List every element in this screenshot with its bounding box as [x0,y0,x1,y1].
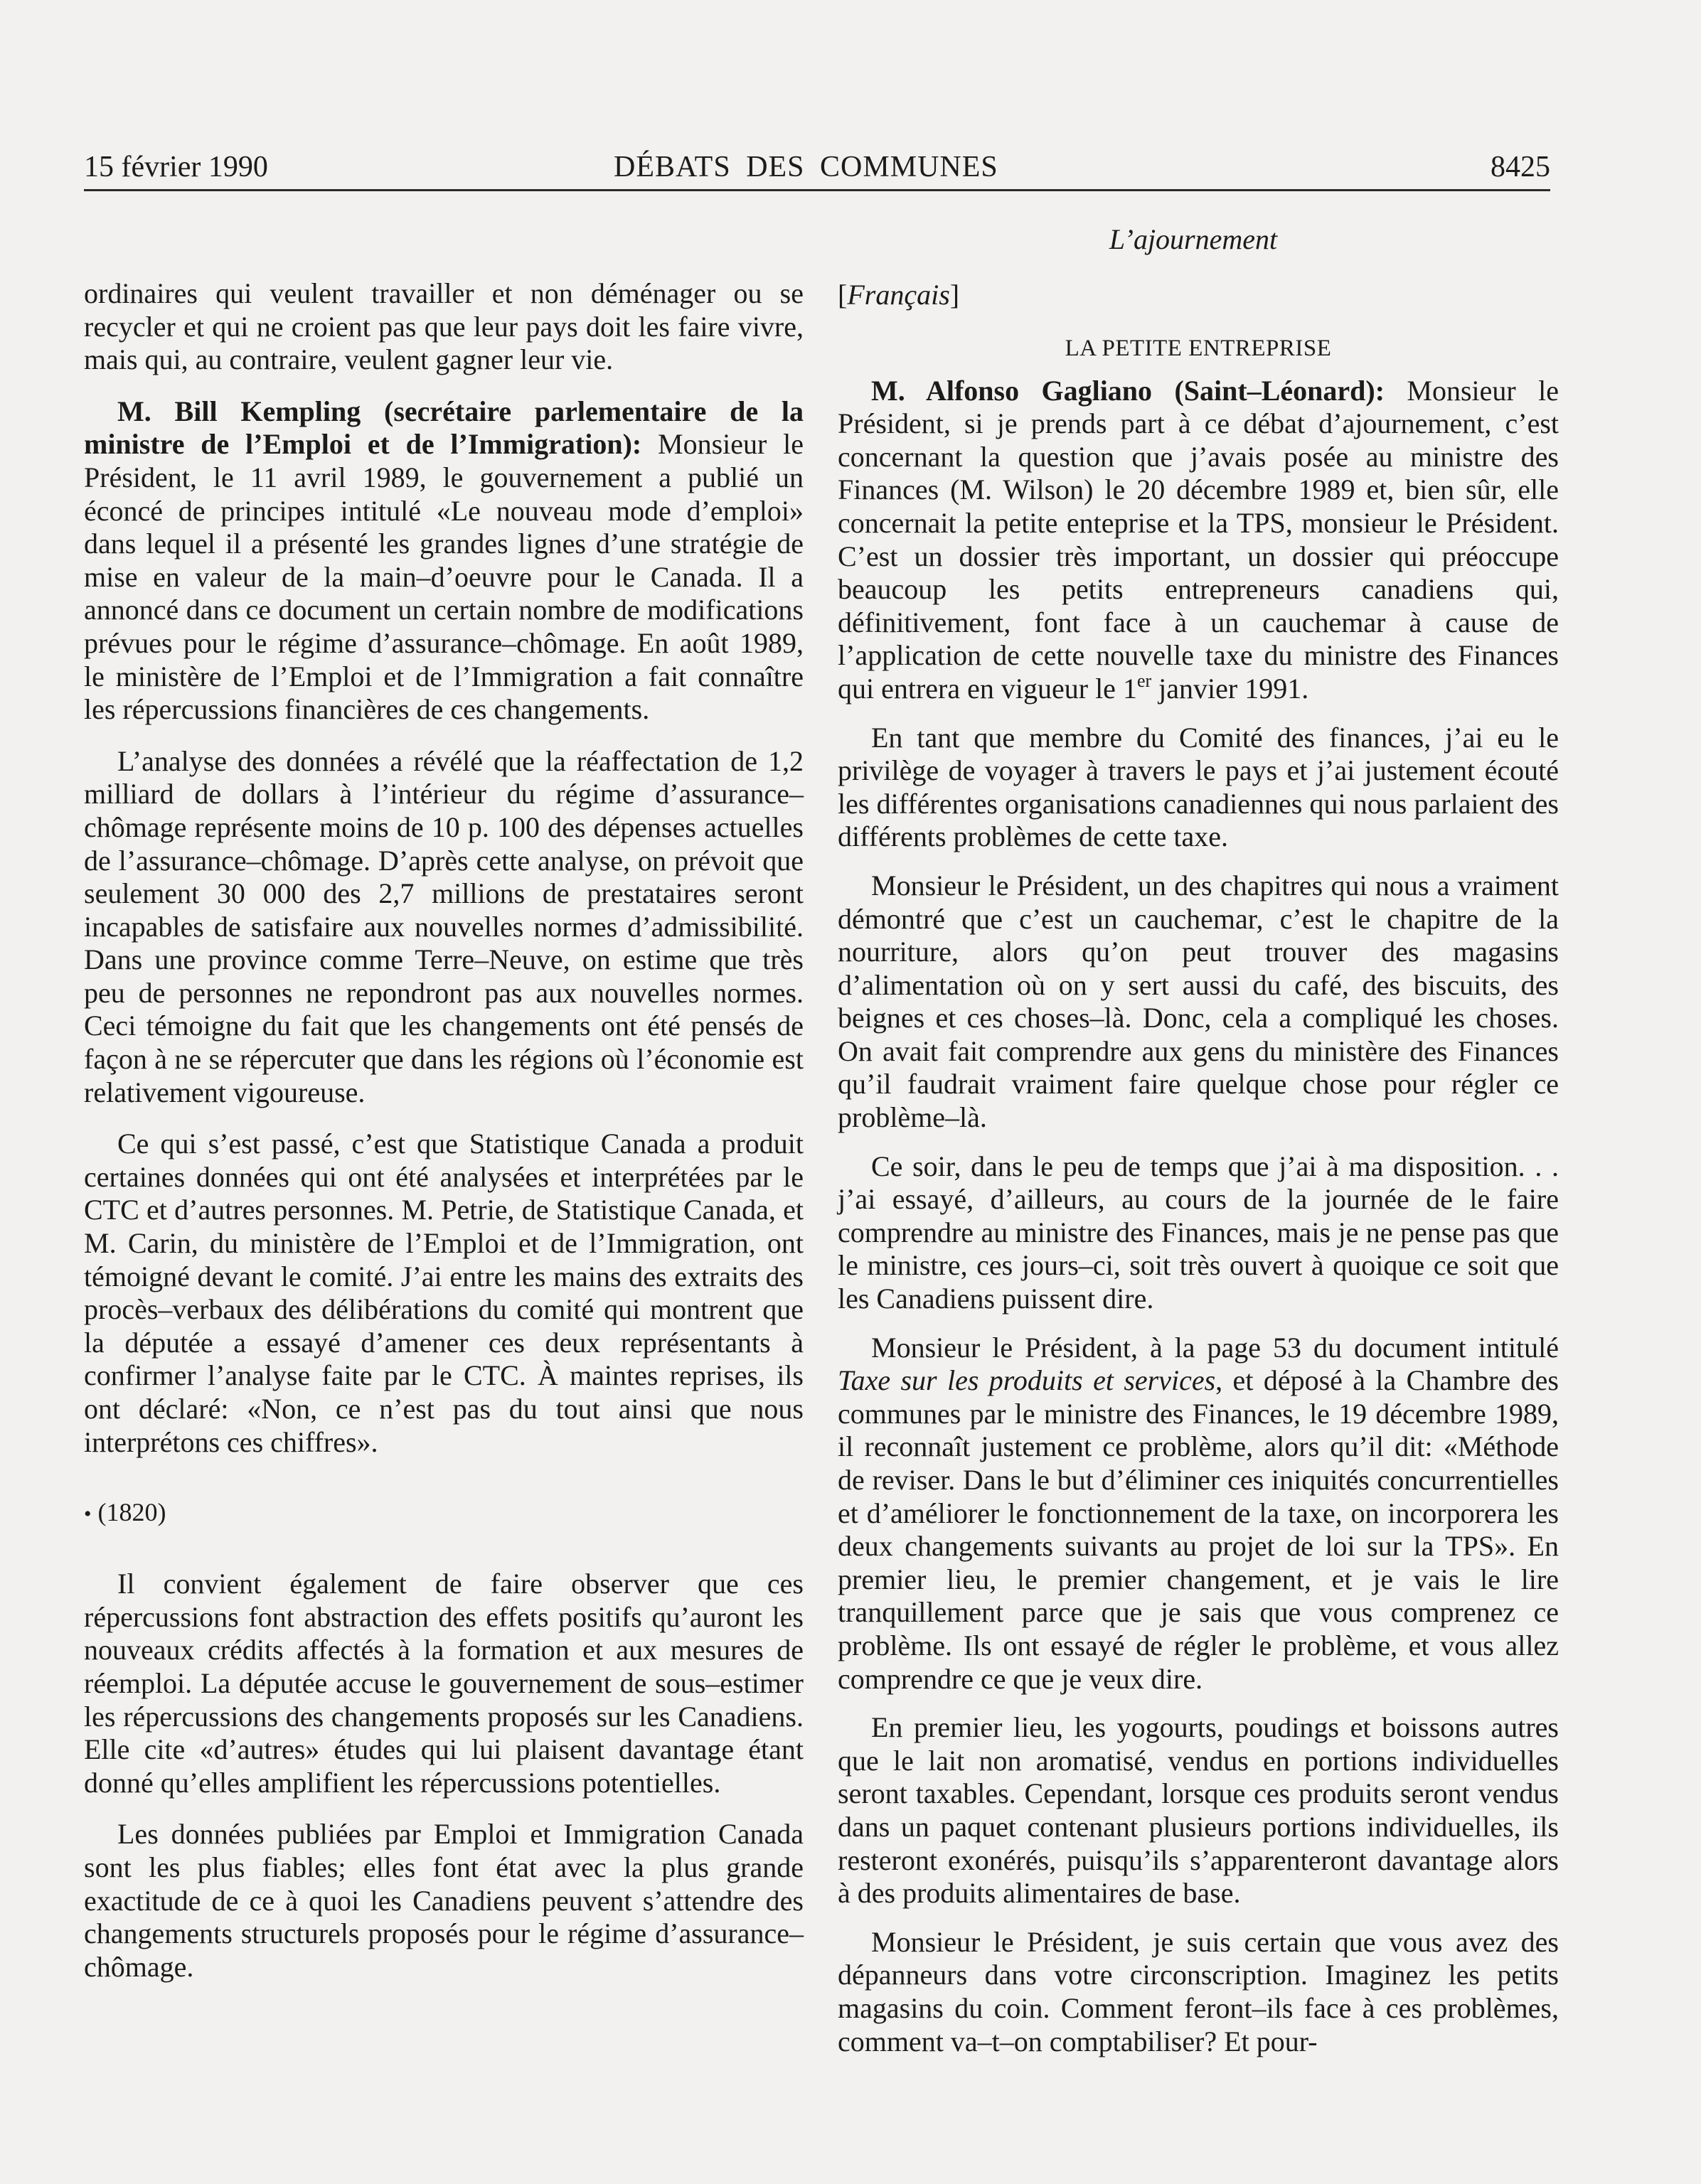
speaker-name: M. Alfonso Gagliano (Saint–Léonard): [871,374,1385,407]
paragraph: L’analyse des données a révélé que la réaffectation de 1,2 milliard de dollars à l’intérieur du régime d’assurance–chômage représente moins de 10 p. 100 des dépenses actuelles de l’assurance–chômage. D’après cette analyse, on prévoit que seulement 30 000 des 2,7 millions de prestataires seront incapables de satisfaire aux nouvelles normes d’admissibilité. Dans une province comme Terre–Neuve, on estime que très peu de personnes ne repondront pas aux nouvelles normes. Ceci témoigne du fait que les changements ont été pensés de façon à ne se répercuter que dans les régions où l’économie est relativement vigoureuse. [84,744,804,1108]
paragraph: En tant que membre du Comité des finances, j’ai eu le privilège de voyager à travers le pays et j’ai justement écouté les différentes organisations canadiennes qui nous parlaient des différents problèmes de cette taxe. [838,721,1559,853]
document-title: Taxe sur les produits et services [838,1364,1216,1397]
language-tag: [Français] [838,279,960,311]
paragraph: Monsieur le Président, à la page 53 du document intitulé Taxe sur les produits et services, et déposé à la Chambre des communes par le ministre des Finances, le 19 décembre 1989, il reconnaît justement ce problème, alors qu’il dit: «Méthode de reviser. Dans le but d’éliminer ces iniquités concurrentielles et d’améliorer le fonctionnement de la taxe, on incorporera les deux changements suivants au projet de loi sur la TPS». En premier lieu, le premier changement, et je vais le lire tranquillement parce que je sais que vous comprenez ce problème. Ils ont essayé de régler le problème, et vous allez comprendre ce que je veux dire. [838,1331,1559,1695]
header-title: DÉBATS DES COMMUNES [614,151,998,183]
speaker-name: M. Bill Kempling (secrétaire parlementaire de la ministre de l’Emploi et de l’Immigration): [84,395,804,461]
time-marker [84,1496,804,1531]
page-number: 8425 [1491,151,1550,183]
page-header [84,146,1550,191]
paragraph: Monsieur le Président, je suis certain que vous avez des dépanneurs dans votre circonscription. Imaginez les petits magasins du coin. Comment feront–ils face à ces problèmes, comment va–t–on comptabiliser? Et pour- [838,1925,1559,2057]
paragraph: Il convient également de faire observer que ces répercussions font abstraction des effets positifs qu’auront les nouveaux crédits affectés à la formation et aux mesures de réemploi. La députée accuse le gouvernement de sous–estimer les répercussions des changements proposés sur les Canadiens. Elle cite «d’autres» études qui lui plaisent davantage étant donné qu’elles amplifient les répercussions potentielles. [84,1568,804,1799]
right-column [838,279,1559,2058]
speech-text: Monsieur le Président, le 11 avril 1989, le gouvernement a publié un éconcé de principes intitulé «Le nouveau mode d’emploi» dans lequel il a présenté les grandes lignes d’une stratégie de mise en valeur de la main–d’oeuvre pour le Canada. Il a annoncé dans ce document un certain nombre de modifications prévues pour le régime d’assurance–chômage. En août 1989, le ministère de l’Emploi et de l’Immigration a fait connaître les répercussions financières de ces changements. [84,428,804,726]
header-date: 15 février 1990 [84,151,268,183]
paragraph: En premier lieu, les yogourts, poudings et boissons autres que le lait non aromatisé, vendus en portions individuelles seront taxables. Cependant, lorsque ces produits seront vendus dans un paquet contenant plusieurs portions individuelles, ils resteront exonérés, puisqu’ils s’apparenteront davantage alors à des produits alimentaires de base. [838,1711,1559,1910]
paragraph: Monsieur le Président, un des chapitres qui nous a vraiment démontré que c’est un cauchemar, c’est le chapitre de la nourriture, alors qu’on peut trouver des magasins d’alimentation où on y sert aussi du café, des biscuits, des beignes et ces choses–là. Donc, cela a compliqué les choses. On avait fait comprendre aux gens du ministère des Finances qu’il faudrait vraiment faire quelque chose pour régler ce problème–là. [838,869,1559,1134]
running-head: L’ajournement [1109,223,1278,255]
paragraph-speech: M. Alfonso Gagliano (Saint–Léonard): Monsieur le Président, si je prends part à ce débat d’ajournement, c’est concernant la question que j’avais posée au ministre des Finances (M. Wilson) le 20 décembre 1989 et, bien sûr, elle concernait la petite enteprise et la TPS, monsieur le Président. C’est un dossier très important, un dossier qui préoccupe beaucoup les petits entrepreneurs canadiens qui, définitivement, font face à un cauchemar à cause de l’application de cette nouvelle taxe du ministre des Finances qui entrera en vigueur le 1er janvier 1991. [838,374,1559,705]
left-column [84,277,804,1984]
paragraph: Ce qui s’est passé, c’est que Statistique Canada a produit certaines données qui ont été analysées et interprétées par le CTC et d’autres personnes. M. Petrie, de Statistique Canada, et M. Carin, du ministère de l’Emploi et de l’Immigration, ont témoigné devant le comité. J’ai entre les mains des extraits des procès–verbaux des délibérations du comité qui montrent que la députée a essayé d’amener ces deux représentants à confirmer l’analyse faite par le CTC. À maintes reprises, ils ont déclaré: «Non, ce n’est pas du tout ainsi que nous interprétons ces chiffres». [84,1128,804,1458]
bullet-icon: • [84,1502,92,1526]
time-marker-text: (1820) [97,1498,166,1527]
paragraph: Ce soir, dans le peu de temps que j’ai à ma disposition. . . j’ai essayé, d’ailleurs, au cours de la journée de le faire comprendre au ministre des Finances, mais je ne pense pas que le ministre, ces jours–ci, soit très ouvert à quoique ce soit que les Canadiens puissent dire. [838,1150,1559,1315]
paragraph-speech [84,395,804,727]
paragraph: ordinaires qui veulent travailler et non déménager ou se recycler et qui ne croient pas que leur pays doit les faire vivre, mais qui, au contraire, veulent gagner leur vie. [84,277,804,376]
paragraph: Les données publiées par Emploi et Immigration Canada sont les plus fiables; elles font état avec la plus grande exactitude de ce à quoi les Canadiens peuvent s’attendre des changements structurels proposés pour le régime d’assurance–chômage. [84,1818,804,1983]
section-title: LA PETITE ENTREPRISE [1065,335,1332,361]
